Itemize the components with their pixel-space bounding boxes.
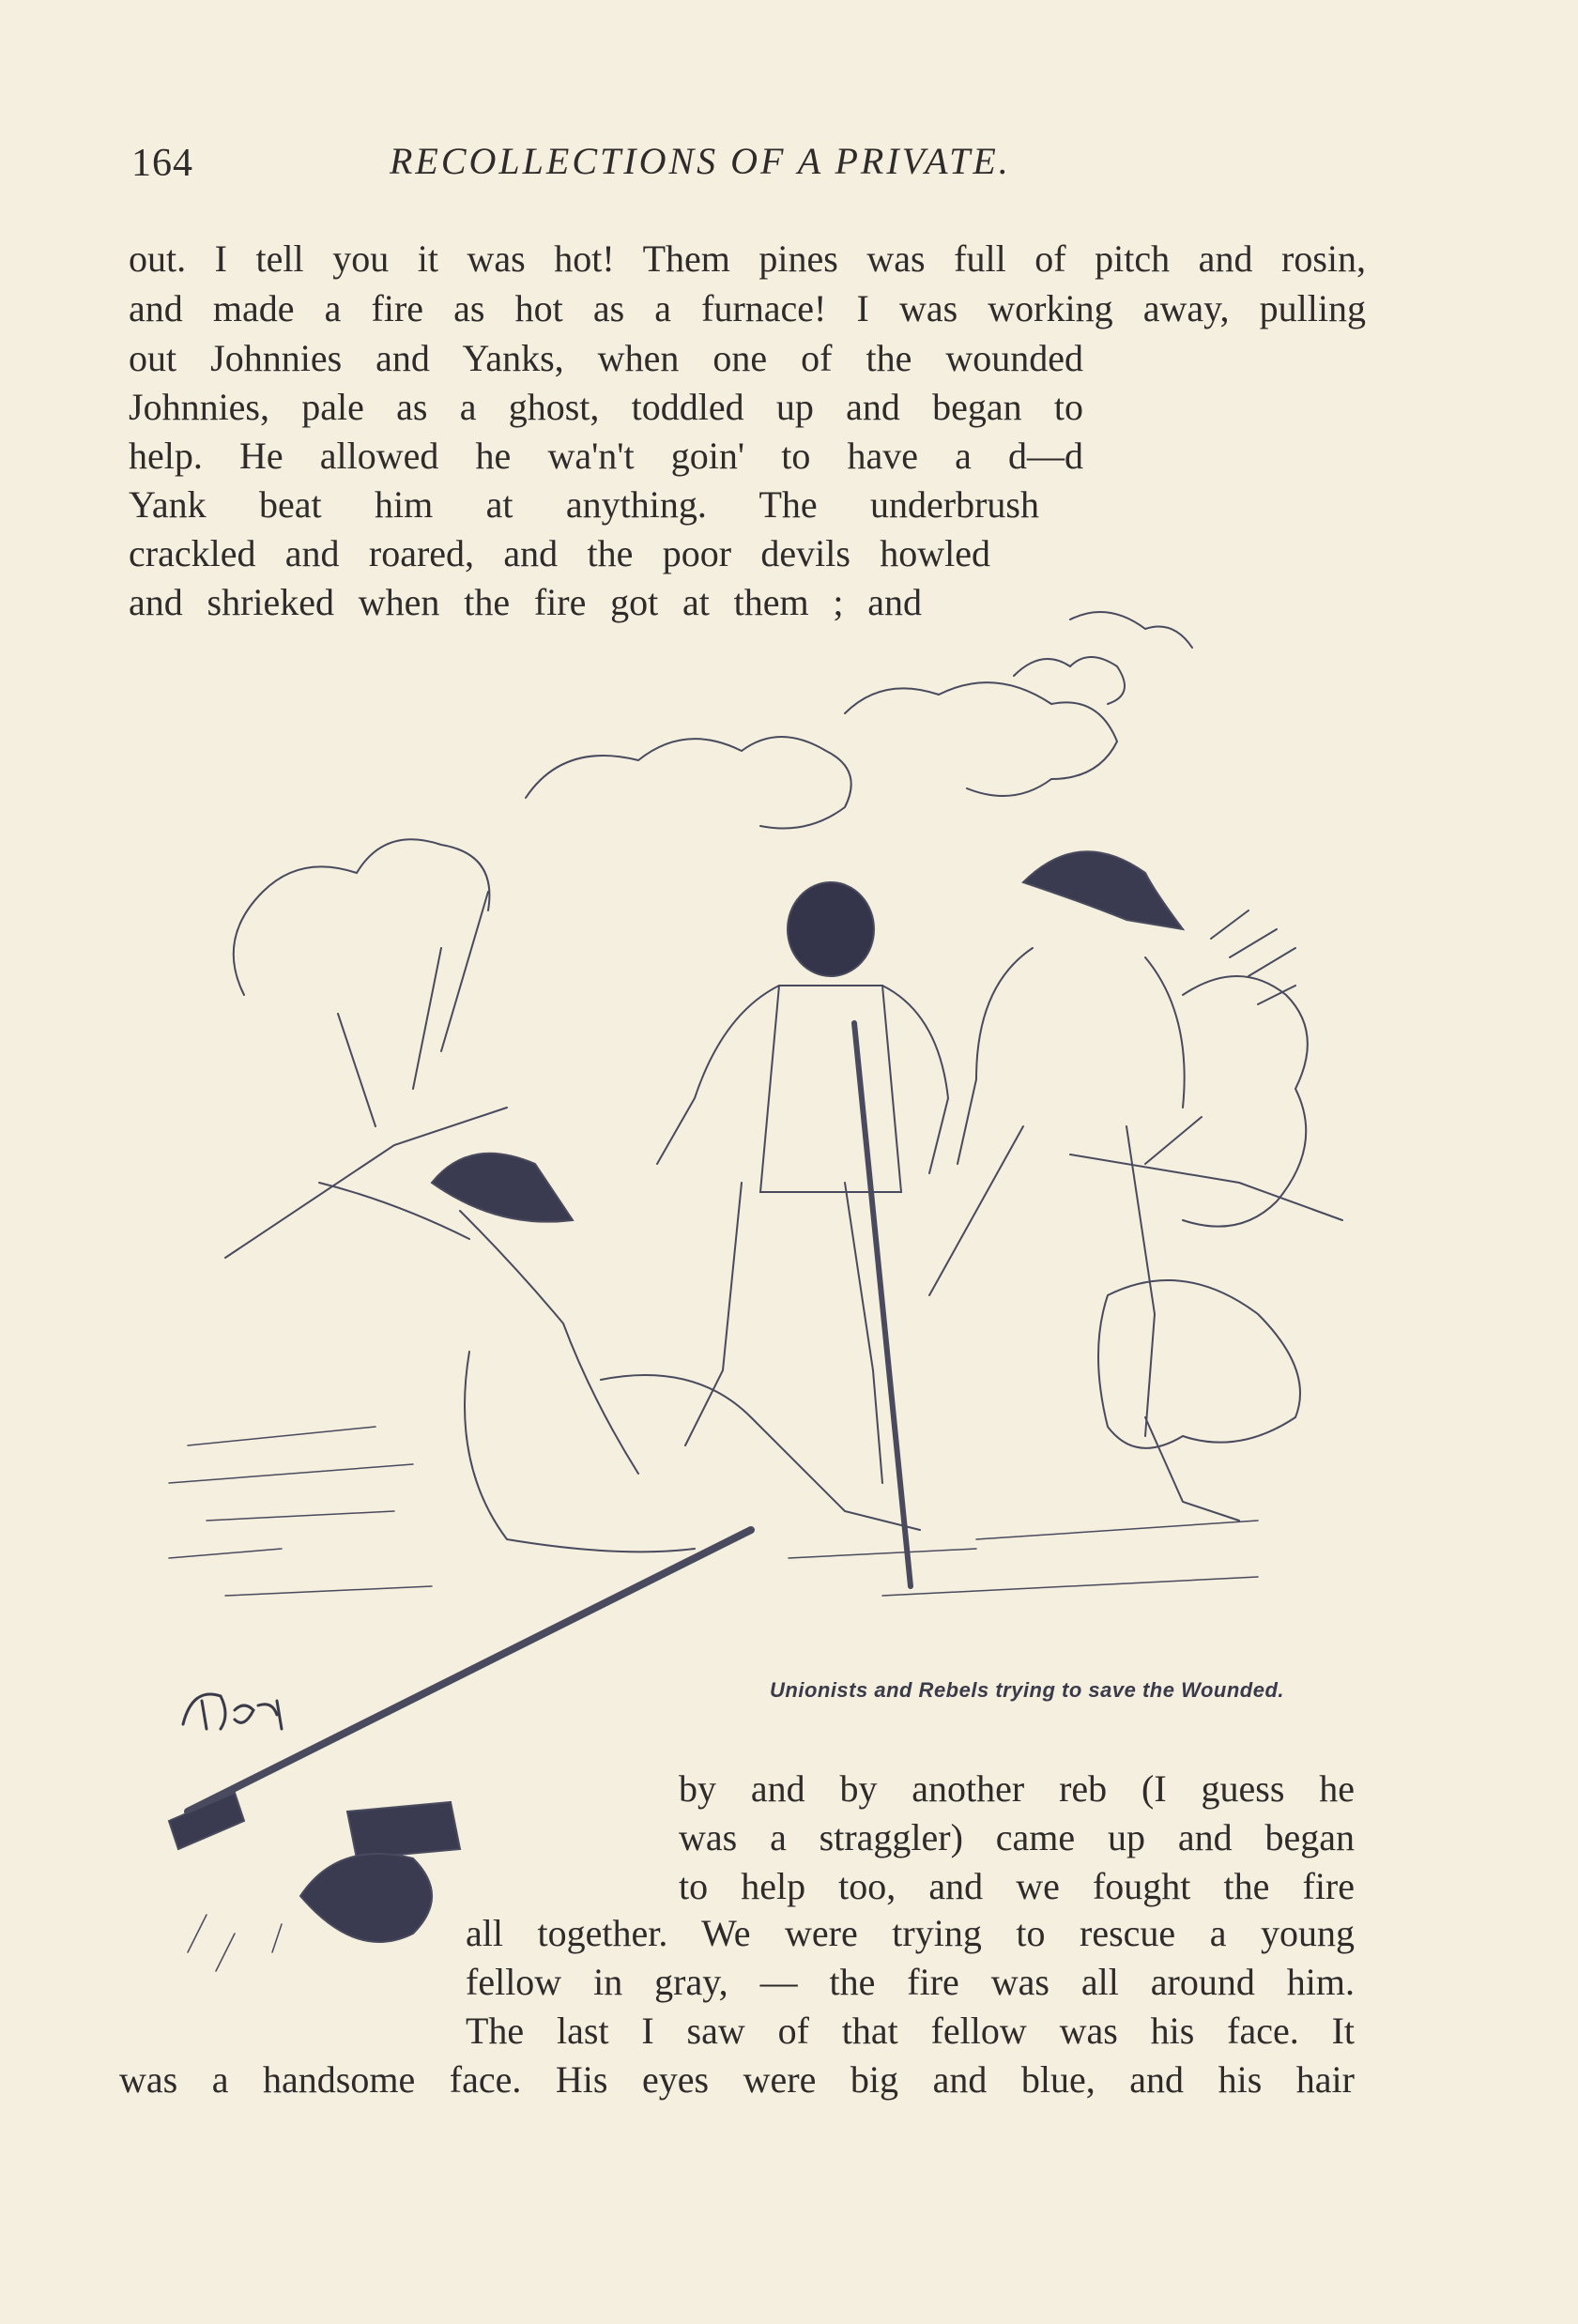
text-line: was a handsome face. His eyes were big and blue, and his hair [119,2058,1355,2101]
artist-signature-mark [174,1682,296,1738]
kneeling-soldier [319,1183,695,1552]
ground-hatching [169,1427,432,1596]
cartridge-box [347,1802,460,1858]
burning-branch [1070,1117,1342,1220]
text-line: and shrieked when the fire got at them ; and [129,581,922,623]
rebel-body [929,948,1185,1436]
text-line: Yank beat him at anything. The underbrush [129,483,1039,526]
artist-signature [174,1682,296,1743]
smoke-cloud [845,682,1117,796]
text-line: fellow in gray, — the fire was all around him. [466,1961,1355,2003]
text-line: Johnnies, pale as a ghost, toddled up and began to [129,386,1083,428]
text-line: to help too, and we fought the fire [679,1865,1355,1907]
knapsack [300,1854,432,1942]
page-number: 164 [131,142,193,185]
text-line: out Johnnies and Yanks, when one of the wounded [129,337,1083,379]
text-line: out. I tell you it was hot! Them pines was full of pitch and rosin, [129,237,1366,280]
smoke-cloud [1183,976,1308,1227]
text-line: by and by another reb (I guess he [679,1767,1355,1810]
smoke-cloud [1014,612,1192,704]
text-line: all together. We were trying to rescue a young [466,1912,1355,1954]
smoke-cloud [526,737,851,829]
wounded-soldier [1098,1280,1300,1448]
soldier-torso [657,986,948,1192]
text-line: help. He allowed he wa'n't goin' to have a d—d [129,435,1083,477]
text-line: was a straggler) came up and began [679,1816,1355,1858]
illustration-caption: Unionists and Rebels trying to save the Wounded. [770,1678,1284,1702]
dropped-rifle [188,1530,751,1812]
rebel-hat [1023,851,1183,929]
kneeling-soldier-hat [432,1154,573,1222]
smoke-cloud [234,839,490,995]
text-line: crackled and roared, and the poor devils howled [129,532,990,574]
soldier-head [788,882,874,976]
running-title: RECOLLECTIONS OF A PRIVATE. [390,140,1011,182]
text-line: The last I saw of that fellow was his face. It [466,2010,1355,2052]
text-line: and made a fire as hot as a furnace! I was working away, pulling [129,287,1366,329]
